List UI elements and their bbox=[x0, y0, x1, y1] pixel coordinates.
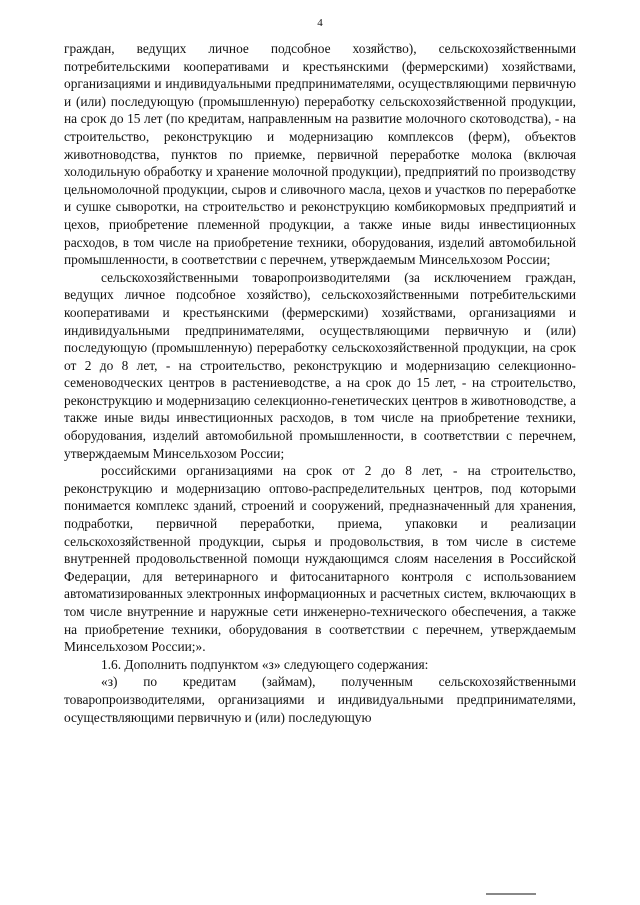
paragraph-russian-organizations: российскими организациями на срок от 2 до 8 лет, - на строительство, реконструкцию и модернизацию оптово-распределительных центров, под которыми понимается комплекс зданий, строений и сооружений, предназначенный для хранения, подработки, первичной переработки, приема, упаковки и реализации сельскохозяйственной продукции, сырья и продовольствия, в том числе в системе внутренней продовольственной помощи нуждающимся слоям населения в Российской Федерации, для ветеринарного и фитосанитарного контроля с использованием автоматизированных электронных информационных и расчетных систем, включающих в том числе внутренние и наружные сети инженерно-технического обеспечения, а также на приобретение техники, оборудования в соответствии с перечнем, утверждаемым Минсельхозом России;». bbox=[64, 463, 576, 655]
paragraph-subitem-z: «з) по кредитам (займам), полученным сельскохозяйственными товаропроизводителями, организациями и индивидуальными предпринимателями, осуществляющими первичную и (или) последующую bbox=[64, 674, 576, 725]
paragraph-agricultural-producers: сельскохозяйственными товаропроизводителями (за исключением граждан, ведущих личное подсобное хозяйство), сельскохозяйственными потребительскими кооперативами и крестьянскими (фермерскими) хозяйствами, организациями и индивидуальными предпринимателями, осуществляющими первичную и (или) последующую (промышленную) переработку сельскохозяйственной продукции, на срок от 2 до 8 лет, - на строительство, реконструкцию и модернизацию селекционно-семеноводческих центров в растениеводстве, а на срок до 15 лет, - на строительство, реконструкцию и модернизацию селекционно-генетических центров в животноводстве, а также иные виды инвестиционных расходов, в том числе на приобретение техники, оборудования, изделий автомобильной промышленности, в соответствии с перечнем, утверждаемым Минсельхозом России; bbox=[64, 269, 576, 461]
page-number: 4 bbox=[317, 17, 323, 29]
document-body bbox=[64, 40, 576, 726]
paragraph-item-1-6: 1.6. Дополнить подпунктом «з» следующего содержания: bbox=[101, 656, 429, 672]
paragraph-farm-credits-continued: граждан, ведущих личное подсобное хозяйство), сельскохозяйственными потребительскими кооперативами и крестьянскими (фермерскими) хозяйствами, организациями и индивидуальными предпринимателями, осуществляющими первичную и (или) последующую (промышленную) переработку сельскохозяйственной продукции, на срок до 15 лет (по кредитам, направленным на развитие молочного скотоводства), - на строительство, реконструкцию и модернизацию комплексов (ферм), объектов животноводства, пунктов по приемке, первичной переработке молока (включая холодильную обработку и хранение молочной продукции), предприятий по производству цельномолочной продукции, сыров и сливочного масла, цехов и участков по переработке и сушке сыворотки, на строительство и реконструкцию комбикормовых предприятий и цехов, приобретение племенной продукции, а также иные виды инвестиционных расходов, в том числе на приобретение техники, оборудования, изделий автомобильной промышленности, в соответствии с перечнем, утверждаемым Минсельхозом России; bbox=[64, 41, 576, 268]
scan-edge-mark bbox=[486, 893, 536, 895]
